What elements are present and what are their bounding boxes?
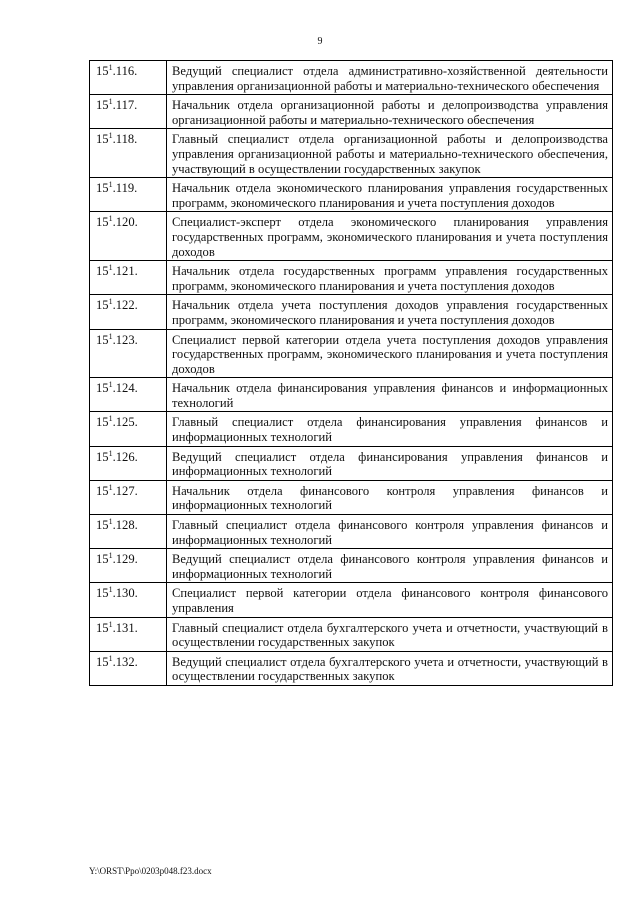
row-number-suffix: .131. <box>112 620 138 635</box>
row-number-suffix: .126. <box>112 449 138 464</box>
table-row <box>90 212 613 261</box>
footer-file-path: Y:\ORST\Ppo\0203p048.f23.docx <box>89 866 212 876</box>
row-number <box>90 212 167 261</box>
position-title: Начальник отдела организационной работы и делопроизводства управления организационной работы и материально-технического обеспечения <box>167 95 613 129</box>
row-number-superscript: 1 <box>108 180 113 190</box>
position-title: Специалист первой категории отдела финансового контроля финансового управления <box>167 583 613 617</box>
row-number-superscript: 1 <box>108 653 113 663</box>
row-number-suffix: .116. <box>112 64 138 78</box>
row-number-suffix: .120. <box>112 215 138 230</box>
row-number-superscript: 1 <box>108 380 113 390</box>
row-number <box>90 651 167 685</box>
row-number <box>90 412 167 446</box>
table-row <box>90 480 613 514</box>
row-number-superscript: 1 <box>108 551 113 561</box>
row-number-base: 15 <box>96 332 109 347</box>
row-number-superscript: 1 <box>108 448 113 458</box>
table-row <box>90 446 613 480</box>
row-number <box>90 261 167 295</box>
row-number-suffix: .121. <box>112 264 138 279</box>
row-number-suffix: .117. <box>112 98 138 113</box>
row-number-base: 15 <box>96 449 109 464</box>
row-number-superscript: 1 <box>108 97 113 107</box>
position-title: Специалист первой категории отдела учета поступления доходов управления государственных программ, экономического планирования и учета поступления доходов <box>167 329 613 378</box>
positions-table-body <box>90 61 613 686</box>
table-row <box>90 261 613 295</box>
row-number-superscript: 1 <box>108 263 113 273</box>
row-number-base: 15 <box>96 381 109 396</box>
row-number <box>90 95 167 129</box>
row-number-superscript: 1 <box>108 414 113 424</box>
table-row <box>90 651 613 685</box>
row-number-suffix: .132. <box>112 654 138 669</box>
row-number-base: 15 <box>96 98 109 113</box>
row-number-suffix: .129. <box>112 552 138 567</box>
position-title: Главный специалист отдела организационной работы и делопроизводства управления организационной работы и материально-технического обеспечения, участвующий в осуществлении государственных закупок <box>167 129 613 178</box>
row-number-suffix: .125. <box>112 415 138 430</box>
page-number: 9 <box>317 36 323 47</box>
table-row <box>90 515 613 549</box>
positions-table <box>89 60 613 686</box>
row-number-base: 15 <box>96 654 109 669</box>
row-number-superscript: 1 <box>108 331 113 341</box>
row-number-superscript: 1 <box>108 482 113 492</box>
row-number-superscript: 1 <box>108 131 113 141</box>
row-number <box>90 295 167 329</box>
row-number <box>90 61 167 95</box>
row-number-superscript: 1 <box>108 214 113 224</box>
position-title: Ведущий специалист отдела финансирования управления финансов и информационных технологий <box>167 446 613 480</box>
row-number-superscript: 1 <box>108 585 113 595</box>
row-number <box>90 378 167 412</box>
row-number <box>90 617 167 651</box>
position-title: Специалист-эксперт отдела экономического планирования управления государственных программ, экономического планирования и учета поступления доходов <box>167 212 613 261</box>
position-title: Ведущий специалист отдела финансового контроля управления финансов и информационных технологий <box>167 549 613 583</box>
position-title: Начальник отдела финансирования управления финансов и информационных технологий <box>167 378 613 412</box>
row-number-superscript: 1 <box>108 619 113 629</box>
table-row <box>90 178 613 212</box>
table-row <box>90 95 613 129</box>
row-number-base: 15 <box>96 415 109 430</box>
row-number <box>90 446 167 480</box>
position-title: Ведущий специалист отдела бухгалтерского учета и отчетности, участвующий в осуществлении государственных закупок <box>167 651 613 685</box>
row-number-suffix: .128. <box>112 518 138 533</box>
position-title: Главный специалист отдела финансового контроля управления финансов и информационных технологий <box>167 515 613 549</box>
row-number-base: 15 <box>96 64 109 78</box>
row-number-superscript: 1 <box>108 297 113 307</box>
position-title: Ведущий специалист отдела административно-хозяйственной деятельности управления организационной работы и материально-технического обеспечения <box>167 61 613 95</box>
row-number-superscript: 1 <box>108 517 113 527</box>
row-number-suffix: .130. <box>112 586 138 601</box>
row-number-base: 15 <box>96 132 109 147</box>
row-number <box>90 549 167 583</box>
row-number-base: 15 <box>96 620 109 635</box>
position-title: Начальник отдела учета поступления доходов управления государственных программ, экономического планирования и учета поступления доходов <box>167 295 613 329</box>
position-title: Главный специалист отдела финансирования управления финансов и информационных технологий <box>167 412 613 446</box>
row-number <box>90 329 167 378</box>
row-number-suffix: .118. <box>112 132 138 147</box>
position-title: Начальник отдела финансового контроля управления финансов и информационных технологий <box>167 480 613 514</box>
row-number-base: 15 <box>96 518 109 533</box>
row-number <box>90 583 167 617</box>
table-row <box>90 61 613 95</box>
table-row <box>90 617 613 651</box>
row-number <box>90 480 167 514</box>
table-row <box>90 295 613 329</box>
row-number-base: 15 <box>96 552 109 567</box>
row-number-base: 15 <box>96 215 109 230</box>
row-number-suffix: .122. <box>112 298 138 313</box>
row-number-suffix: .124. <box>112 381 138 396</box>
row-number-base: 15 <box>96 181 109 196</box>
row-number-superscript: 1 <box>108 63 113 72</box>
position-title: Начальник отдела государственных программ управления государственных программ, экономического планирования и учета поступления доходов <box>167 261 613 295</box>
row-number-base: 15 <box>96 264 109 279</box>
row-number-suffix: .127. <box>112 483 138 498</box>
row-number <box>90 178 167 212</box>
row-number <box>90 129 167 178</box>
table-row <box>90 129 613 178</box>
row-number <box>90 515 167 549</box>
row-number-base: 15 <box>96 586 109 601</box>
row-number-suffix: .119. <box>112 181 138 196</box>
table-row <box>90 412 613 446</box>
row-number-base: 15 <box>96 483 109 498</box>
table-row <box>90 378 613 412</box>
table-row <box>90 329 613 378</box>
table-row <box>90 549 613 583</box>
position-title: Главный специалист отдела бухгалтерского учета и отчетности, участвующий в осуществлении государственных закупок <box>167 617 613 651</box>
row-number-base: 15 <box>96 298 109 313</box>
table-row <box>90 583 613 617</box>
row-number-suffix: .123. <box>112 332 138 347</box>
position-title: Начальник отдела экономического планирования управления государственных программ, экономического планирования и учета поступления доходов <box>167 178 613 212</box>
